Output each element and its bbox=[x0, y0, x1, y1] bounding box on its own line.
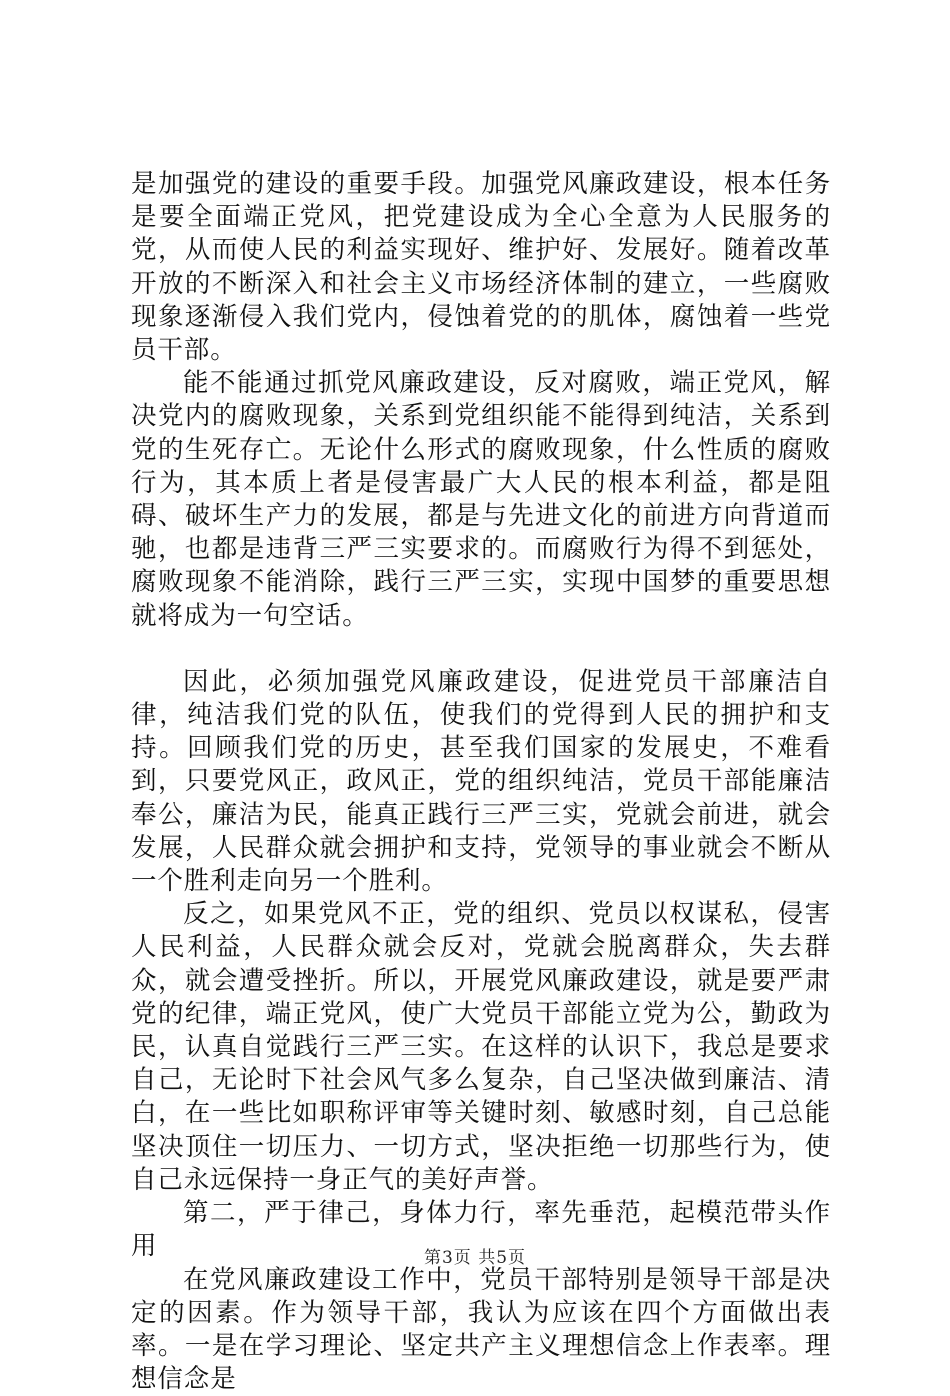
paragraph-1: 是加强党的建设的重要手段。加强党风廉政建设，根本任务是要全面端正党风，把党建设成为全心全意为人民服务的党，从而使人民的利益实现好、维护好、发展好。随着改革开放的不断深入和社会主义市场经济体制的建立，一些腐败现象逐渐侵入我们党内，侵蚀着党的的肌体，腐蚀着一些党员干部。 bbox=[131, 168, 831, 367]
section-heading: 第二，严于律己，身体力行，率先垂范，起模范带头作用 bbox=[131, 1197, 831, 1263]
document-body bbox=[131, 168, 831, 1396]
paragraph-3: 因此，必须加强党风廉政建设，促进党员干部廉洁自律，纯洁我们党的队伍，使我们的党得到人民的拥护和支持。回顾我们党的历史，甚至我们国家的发展史，不难看到，只要党风正，政风正，党的组织纯洁，党员干部能廉洁奉公，廉洁为民，能真正践行三严三实，党就会前进，就会发展，人民群众就会拥护和支持，党领导的事业就会不断从一个胜利走向另一个胜利。 bbox=[131, 666, 831, 898]
page-number-footer: 第3页 共5页 bbox=[0, 1243, 950, 1268]
paragraph-4: 反之，如果党风不正，党的组织、党员以权谋私，侵害人民利益，人民群众就会反对，党就会脱离群众，失去群众，就会遭受挫折。所以，开展党风廉政建设，就是要严肃党的纪律，端正党风，使广大党员干部能立党为公，勤政为民，认真自觉践行三严三实。在这样的认识下，我总是要求自己，无论时下社会风气多么复杂，自己坚决做到廉洁、清白，在一些比如职称评审等关键时刻、敏感时刻，自己总能坚决顶住一切压力、一切方式，坚决拒绝一切那些行为，使自己永远保持一身正气的美好声誉。 bbox=[131, 898, 831, 1197]
paragraph-2: 能不能通过抓党风廉政建设，反对腐败，端正党风，解决党内的腐败现象，关系到党组织能不能得到纯洁，关系到党的生死存亡。无论什么形式的腐败现象，什么性质的腐败行为，其本质上者是侵害最广大人民的根本利益，都是阻碍、破坏生产力的发展，都是与先进文化的前进方向背道而驰，也都是违背三严三实要求的。而腐败行为得不到惩处，腐败现象不能消除，践行三严三实，实现中国梦的重要思想就将成为一句空话。 bbox=[131, 367, 831, 633]
paragraph-5: 在党风廉政建设工作中，党员干部特别是领导干部是决定的因素。作为领导干部，我认为应该在四个方面做出表率。一是在学习理论、坚定共产主义理想信念上作表率。理想信念是 bbox=[131, 1264, 831, 1396]
